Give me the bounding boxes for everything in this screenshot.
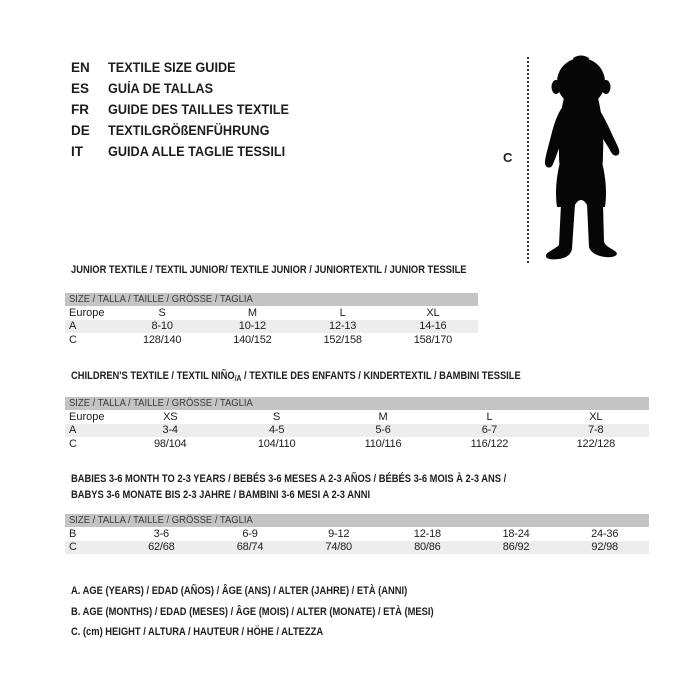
title-text: /A	[234, 374, 242, 383]
table-cell: 128/140	[142, 333, 182, 346]
row-label: B	[69, 527, 77, 540]
language-row	[71, 100, 301, 121]
table-cell: 3-6	[153, 527, 169, 540]
baby-silhouette-icon	[535, 54, 628, 262]
table-cell: 80/86	[414, 541, 441, 554]
table-cell: S	[158, 306, 166, 319]
title-text: / TEXTILE DES ENFANTS / KINDERTEXTIL / BAMBINI TESSILE	[241, 370, 521, 382]
table-cell: 14-16	[419, 320, 447, 333]
language-row	[71, 142, 301, 163]
table-cell: 24-36	[591, 527, 619, 540]
table-cell: M	[247, 306, 257, 319]
language-row	[71, 79, 301, 100]
language-code: EN	[71, 60, 90, 75]
language-row	[71, 58, 301, 79]
table-cell: 74/80	[325, 541, 352, 554]
row-label: A	[69, 424, 77, 437]
table-row	[65, 320, 478, 334]
size-band: SIZE / TALLA / TAILLE / GRÖSSE / TAGLIA	[65, 514, 649, 527]
table-cell: 116/122	[470, 437, 509, 450]
section-title-line	[71, 369, 521, 387]
table-cell: L	[339, 306, 346, 319]
table-cell: M	[378, 410, 388, 423]
table-row	[65, 306, 478, 320]
table-cell: 104/110	[257, 437, 296, 450]
language-label: TEXTILE SIZE GUIDE	[108, 60, 236, 75]
language-code: ES	[71, 80, 90, 96]
table-cell: 12-18	[413, 527, 441, 540]
table-cell: 92/98	[591, 541, 618, 554]
title-text: BABIES 3-6 MONTH TO 2-3 YEARS / BEBÉS 3-6 MESES A 2-3 AÑOS / BÉBÉS 3-6 MOIS À 2-3 ANS /	[71, 473, 507, 485]
table-cell: 86/92	[502, 541, 530, 554]
title-text: CHILDREN'S TEXTILE / TEXTIL NIÑO	[71, 370, 235, 382]
table-cell: 9-12	[328, 527, 350, 540]
table-cell: 12-13	[329, 320, 357, 333]
junior-size-table	[65, 293, 478, 347]
language-list	[71, 58, 301, 163]
row-label: Europe	[69, 410, 105, 423]
language-label: GUÍA DE TALLAS	[108, 80, 214, 96]
table-cell: 6-7	[481, 424, 498, 437]
language-code: IT	[71, 143, 83, 159]
table-row	[65, 541, 649, 555]
table-cell: 6-9	[242, 527, 258, 540]
section-title-junior	[71, 263, 536, 279]
legend-notes	[71, 581, 498, 643]
table-cell: 122/128	[576, 437, 616, 450]
table-cell: 10-12	[238, 320, 266, 333]
title-text: JUNIOR TEXTILE / TEXTIL JUNIOR/ TEXTILE JUNIOR / JUNIORTEXTIL / JUNIOR TESSILE	[71, 264, 467, 276]
language-label: TEXTILGRÖßENFÜHRUNG	[108, 122, 270, 138]
language-code: DE	[71, 122, 90, 138]
table-row	[65, 437, 649, 451]
table-row	[65, 410, 649, 424]
size-band: SIZE / TALLA / TAILLE / GRÖSSE / TAGLIA	[65, 397, 649, 410]
note-line: C. (cm) HEIGHT / ALTURA / HAUTEUR / HÖHE / ALTEZZA	[71, 626, 324, 639]
table-cell: 8-10	[151, 320, 173, 333]
children-size-table	[65, 397, 649, 451]
table-cell: 152/158	[323, 333, 362, 346]
table-cell: XL	[589, 410, 603, 423]
babies-size-table	[65, 514, 649, 554]
language-row	[71, 121, 301, 142]
row-label: C	[69, 437, 77, 450]
table-cell: 3-4	[162, 424, 178, 437]
table-cell: S	[273, 410, 281, 423]
table-cell: XS	[163, 410, 178, 423]
table-cell: 7-8	[588, 424, 604, 437]
section-title-line	[71, 472, 506, 488]
title-text: BABYS 3-6 MONATE BIS 2-3 JAHRE / BAMBINI 3-6 MESI A 2-3 ANNI	[71, 488, 371, 501]
table-row	[65, 527, 649, 541]
table-cell: 140/152	[233, 333, 272, 346]
table-row	[65, 424, 649, 438]
size-band: SIZE / TALLA / TAILLE / GRÖSSE / TAGLIA	[65, 293, 478, 306]
table-cell: 110/116	[364, 437, 402, 450]
section-title-babies	[71, 472, 583, 503]
table-cell: 18-24	[502, 527, 530, 540]
table-row	[65, 333, 478, 347]
row-label: Europe	[69, 306, 105, 319]
table-cell: 62/68	[148, 541, 175, 554]
language-code: FR	[71, 101, 89, 117]
language-label: GUIDE DES TAILLES TEXTILE	[108, 101, 289, 117]
row-label: C	[69, 333, 77, 346]
language-label: GUIDA ALLE TAGLIE TESSILI	[108, 143, 286, 159]
table-cell: 68/74	[236, 541, 264, 554]
row-label: A	[69, 320, 77, 333]
height-measure-dotted-line	[527, 57, 529, 263]
section-title-line	[71, 488, 506, 504]
table-cell: XL	[426, 306, 440, 319]
section-title-children	[71, 369, 600, 387]
table-cell: 4-5	[268, 424, 285, 437]
table-cell: 5-6	[375, 424, 391, 437]
note-line: B. AGE (MONTHS) / EDAD (MESES) / ÂGE (MOIS) / ALTER (MONATE) / ETÀ (MESI)	[71, 605, 434, 618]
table-cell: 98/104	[153, 437, 187, 450]
table-cell: 158/170	[413, 333, 453, 346]
table-cell: L	[486, 410, 493, 423]
row-label: C	[69, 541, 77, 554]
note-line: A. AGE (YEARS) / EDAD (AÑOS) / ÂGE (ANS) / ALTER (JAHRE) / ETÀ (ANNI)	[71, 585, 408, 597]
measure-c-label: C	[503, 150, 513, 165]
section-title-line	[71, 263, 467, 279]
